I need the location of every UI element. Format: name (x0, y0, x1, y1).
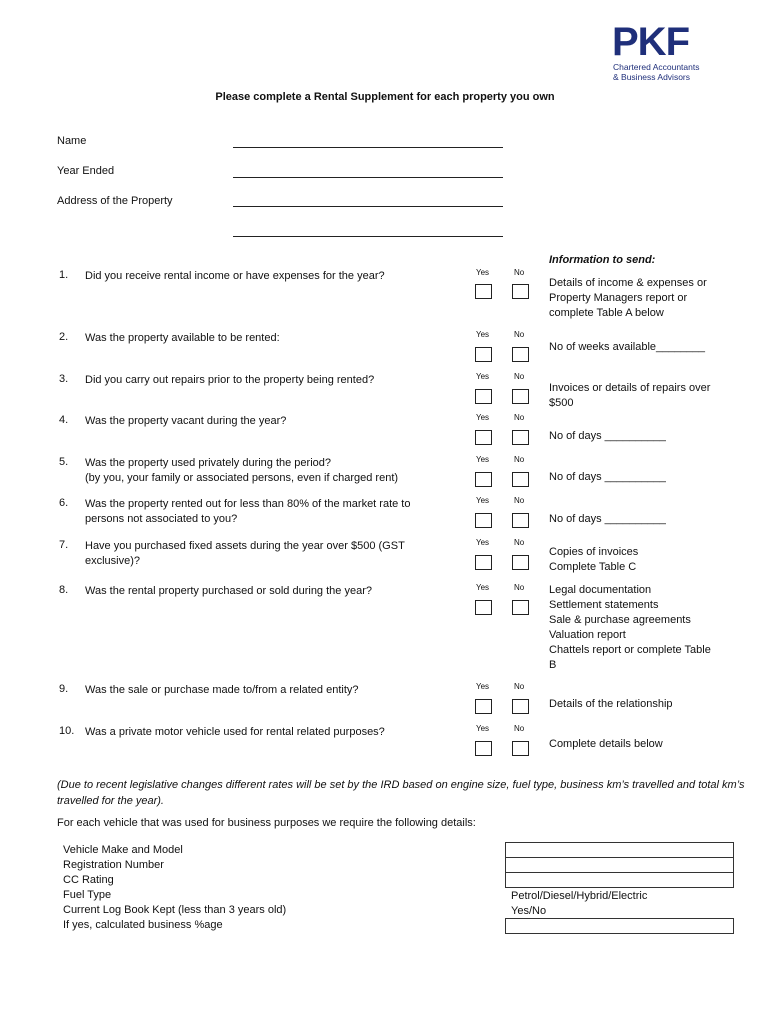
logo-tagline-line1: Chartered Accountants (613, 62, 700, 72)
question-7-text-line2: exclusive)? (85, 555, 141, 567)
logbook-options[interactable]: Yes/No (511, 905, 547, 917)
question-10-info: Complete details below (549, 738, 663, 750)
logo-tagline-line2: & Business Advisors (613, 72, 691, 82)
question-8-info-line: Legal documentation (549, 584, 652, 596)
question-9-info: Details of the relationship (549, 698, 673, 710)
page-title: Please complete a Rental Supplement for each property you own (215, 91, 555, 103)
question-10-no-label: No (514, 724, 525, 733)
question-1-info-line: Details of income & expenses or (549, 277, 707, 289)
fuel-type-options[interactable]: Petrol/Diesel/Hybrid/Electric (511, 890, 648, 902)
vehicle-field-label: CC Rating (63, 874, 114, 886)
question-6-info: No of days __________ (549, 513, 666, 525)
question-5-text (85, 456, 455, 486)
vehicle-intro: For each vehicle that was used for business purposes we require the following details: (57, 817, 476, 829)
name-field[interactable] (233, 147, 503, 148)
business-percentage-input[interactable] (505, 918, 734, 934)
question-8-info-line: Valuation report (549, 629, 626, 641)
question-10-number: 10. (59, 725, 75, 737)
question-9-no-checkbox[interactable] (512, 699, 529, 714)
question-3-no-label: No (514, 372, 525, 381)
question-9-no-label: No (514, 682, 525, 691)
question-8-no-label: No (514, 583, 525, 592)
registration-number-input[interactable] (505, 857, 734, 873)
question-8-text: Was the rental property purchased or sold during the year? (85, 585, 372, 597)
question-6-text-line1: Was the property rented out for less than 80% of the market rate to (85, 498, 411, 510)
question-2-number: 2. (59, 331, 69, 343)
pkf-logo: PKF (612, 20, 689, 64)
vehicle-field-label: Current Log Book Kept (less than 3 years old) (63, 904, 287, 916)
question-7-yes-label: Yes (476, 538, 490, 547)
year-ended-label: Year Ended (57, 165, 115, 177)
question-3-yes-label: Yes (476, 372, 490, 381)
legislative-note: (Due to recent legislative changes different rates will be set by the IRD based on engine size, fuel type, business km’s travelled and total km’s travelled for the year). (57, 779, 745, 807)
question-3-info-line: Invoices or details of repairs over (549, 382, 711, 394)
question-4-no-label: No (514, 413, 525, 422)
name-label: Name (57, 135, 87, 147)
question-6-no-label: No (514, 496, 525, 505)
question-8-yes-label: Yes (476, 583, 490, 592)
question-4-yes-checkbox[interactable] (475, 430, 492, 445)
question-5-yes-label: Yes (476, 455, 490, 464)
question-6-yes-label: Yes (476, 496, 490, 505)
question-8-info-line: Sale & purchase agreements (549, 614, 691, 626)
address-label: Address of the Property (57, 195, 173, 207)
question-8-no-checkbox[interactable] (512, 600, 529, 615)
question-1-info (549, 276, 734, 321)
question-10-yes-label: Yes (476, 724, 490, 733)
question-3-text: Did you carry out repairs prior to the property being rented? (85, 374, 375, 386)
question-2-text: Was the property available to be rented: (85, 332, 280, 344)
question-1-info-line: complete Table A below (549, 307, 664, 319)
question-6-no-checkbox[interactable] (512, 513, 529, 528)
question-10-no-checkbox[interactable] (512, 741, 529, 756)
question-7-info-line: Complete Table C (549, 561, 637, 573)
question-1-number: 1. (59, 269, 69, 281)
question-1-yes-label: Yes (476, 268, 490, 277)
question-2-info: No of weeks available________ (549, 341, 705, 353)
question-4-number: 4. (59, 414, 69, 426)
question-6-number: 6. (59, 497, 69, 509)
question-4-yes-label: Yes (476, 413, 490, 422)
question-3-info-line: $500 (549, 397, 574, 409)
question-1-no-checkbox[interactable] (512, 284, 529, 299)
question-7-no-checkbox[interactable] (512, 555, 529, 570)
question-9-yes-label: Yes (476, 682, 490, 691)
question-7-info-line: Copies of invoices (549, 546, 639, 558)
question-3-info (549, 381, 734, 411)
question-8-number: 8. (59, 584, 69, 596)
question-3-no-checkbox[interactable] (512, 389, 529, 404)
question-1-yes-checkbox[interactable] (475, 284, 492, 299)
vehicle-field-label: Registration Number (63, 859, 164, 871)
vehicle-field-label: Fuel Type (63, 889, 112, 901)
question-5-number: 5. (59, 456, 69, 468)
question-6-yes-checkbox[interactable] (475, 513, 492, 528)
address-field-line2[interactable] (233, 236, 503, 237)
question-5-text-line1: Was the property used privately during the period? (85, 457, 332, 469)
question-4-info: No of days __________ (549, 430, 666, 442)
question-9-yes-checkbox[interactable] (475, 699, 492, 714)
vehicle-field-list (63, 843, 286, 933)
question-2-yes-checkbox[interactable] (475, 347, 492, 362)
question-5-yes-checkbox[interactable] (475, 472, 492, 487)
question-2-no-label: No (514, 330, 525, 339)
logo-tagline (613, 62, 699, 82)
question-1-info-line: Property Managers report or (549, 292, 688, 304)
address-field-line1[interactable] (233, 206, 503, 207)
question-6-text (85, 497, 455, 527)
question-5-info: No of days __________ (549, 471, 666, 483)
question-9-number: 9. (59, 683, 69, 695)
question-8-info-line: B (549, 659, 557, 671)
info-header: Information to send: (549, 254, 656, 266)
question-8-info-line: Settlement statements (549, 599, 659, 611)
question-2-no-checkbox[interactable] (512, 347, 529, 362)
question-7-text (85, 539, 455, 569)
question-10-text: Was a private motor vehicle used for rental related purposes? (85, 726, 385, 738)
question-4-text: Was the property vacant during the year? (85, 415, 287, 427)
question-7-yes-checkbox[interactable] (475, 555, 492, 570)
question-5-text-line2: (by you, your family or associated persons, even if charged rent) (85, 472, 399, 484)
vehicle-make-model-input[interactable] (505, 842, 734, 858)
question-3-yes-checkbox[interactable] (475, 389, 492, 404)
question-7-no-label: No (514, 538, 525, 547)
question-6-text-line2: persons not associated to you? (85, 513, 238, 525)
year-ended-field[interactable] (233, 177, 503, 178)
question-9-text: Was the sale or purchase made to/from a related entity? (85, 684, 359, 696)
question-2-yes-label: Yes (476, 330, 490, 339)
question-5-no-checkbox[interactable] (512, 472, 529, 487)
cc-rating-input[interactable] (505, 872, 734, 888)
question-1-text: Did you receive rental income or have expenses for the year? (85, 270, 385, 282)
question-7-number: 7. (59, 539, 69, 551)
question-3-number: 3. (59, 373, 69, 385)
question-1-no-label: No (514, 268, 525, 277)
vehicle-field-label: Vehicle Make and Model (63, 844, 183, 856)
question-8-info (549, 583, 734, 673)
question-5-no-label: No (514, 455, 525, 464)
question-4-no-checkbox[interactable] (512, 430, 529, 445)
question-7-info (549, 545, 734, 575)
question-8-yes-checkbox[interactable] (475, 600, 492, 615)
question-8-info-line: Chattels report or complete Table (549, 644, 711, 656)
question-10-yes-checkbox[interactable] (475, 741, 492, 756)
question-7-text-line1: Have you purchased fixed assets during the year over $500 (GST (85, 540, 405, 552)
vehicle-field-label: If yes, calculated business %age (63, 919, 223, 931)
